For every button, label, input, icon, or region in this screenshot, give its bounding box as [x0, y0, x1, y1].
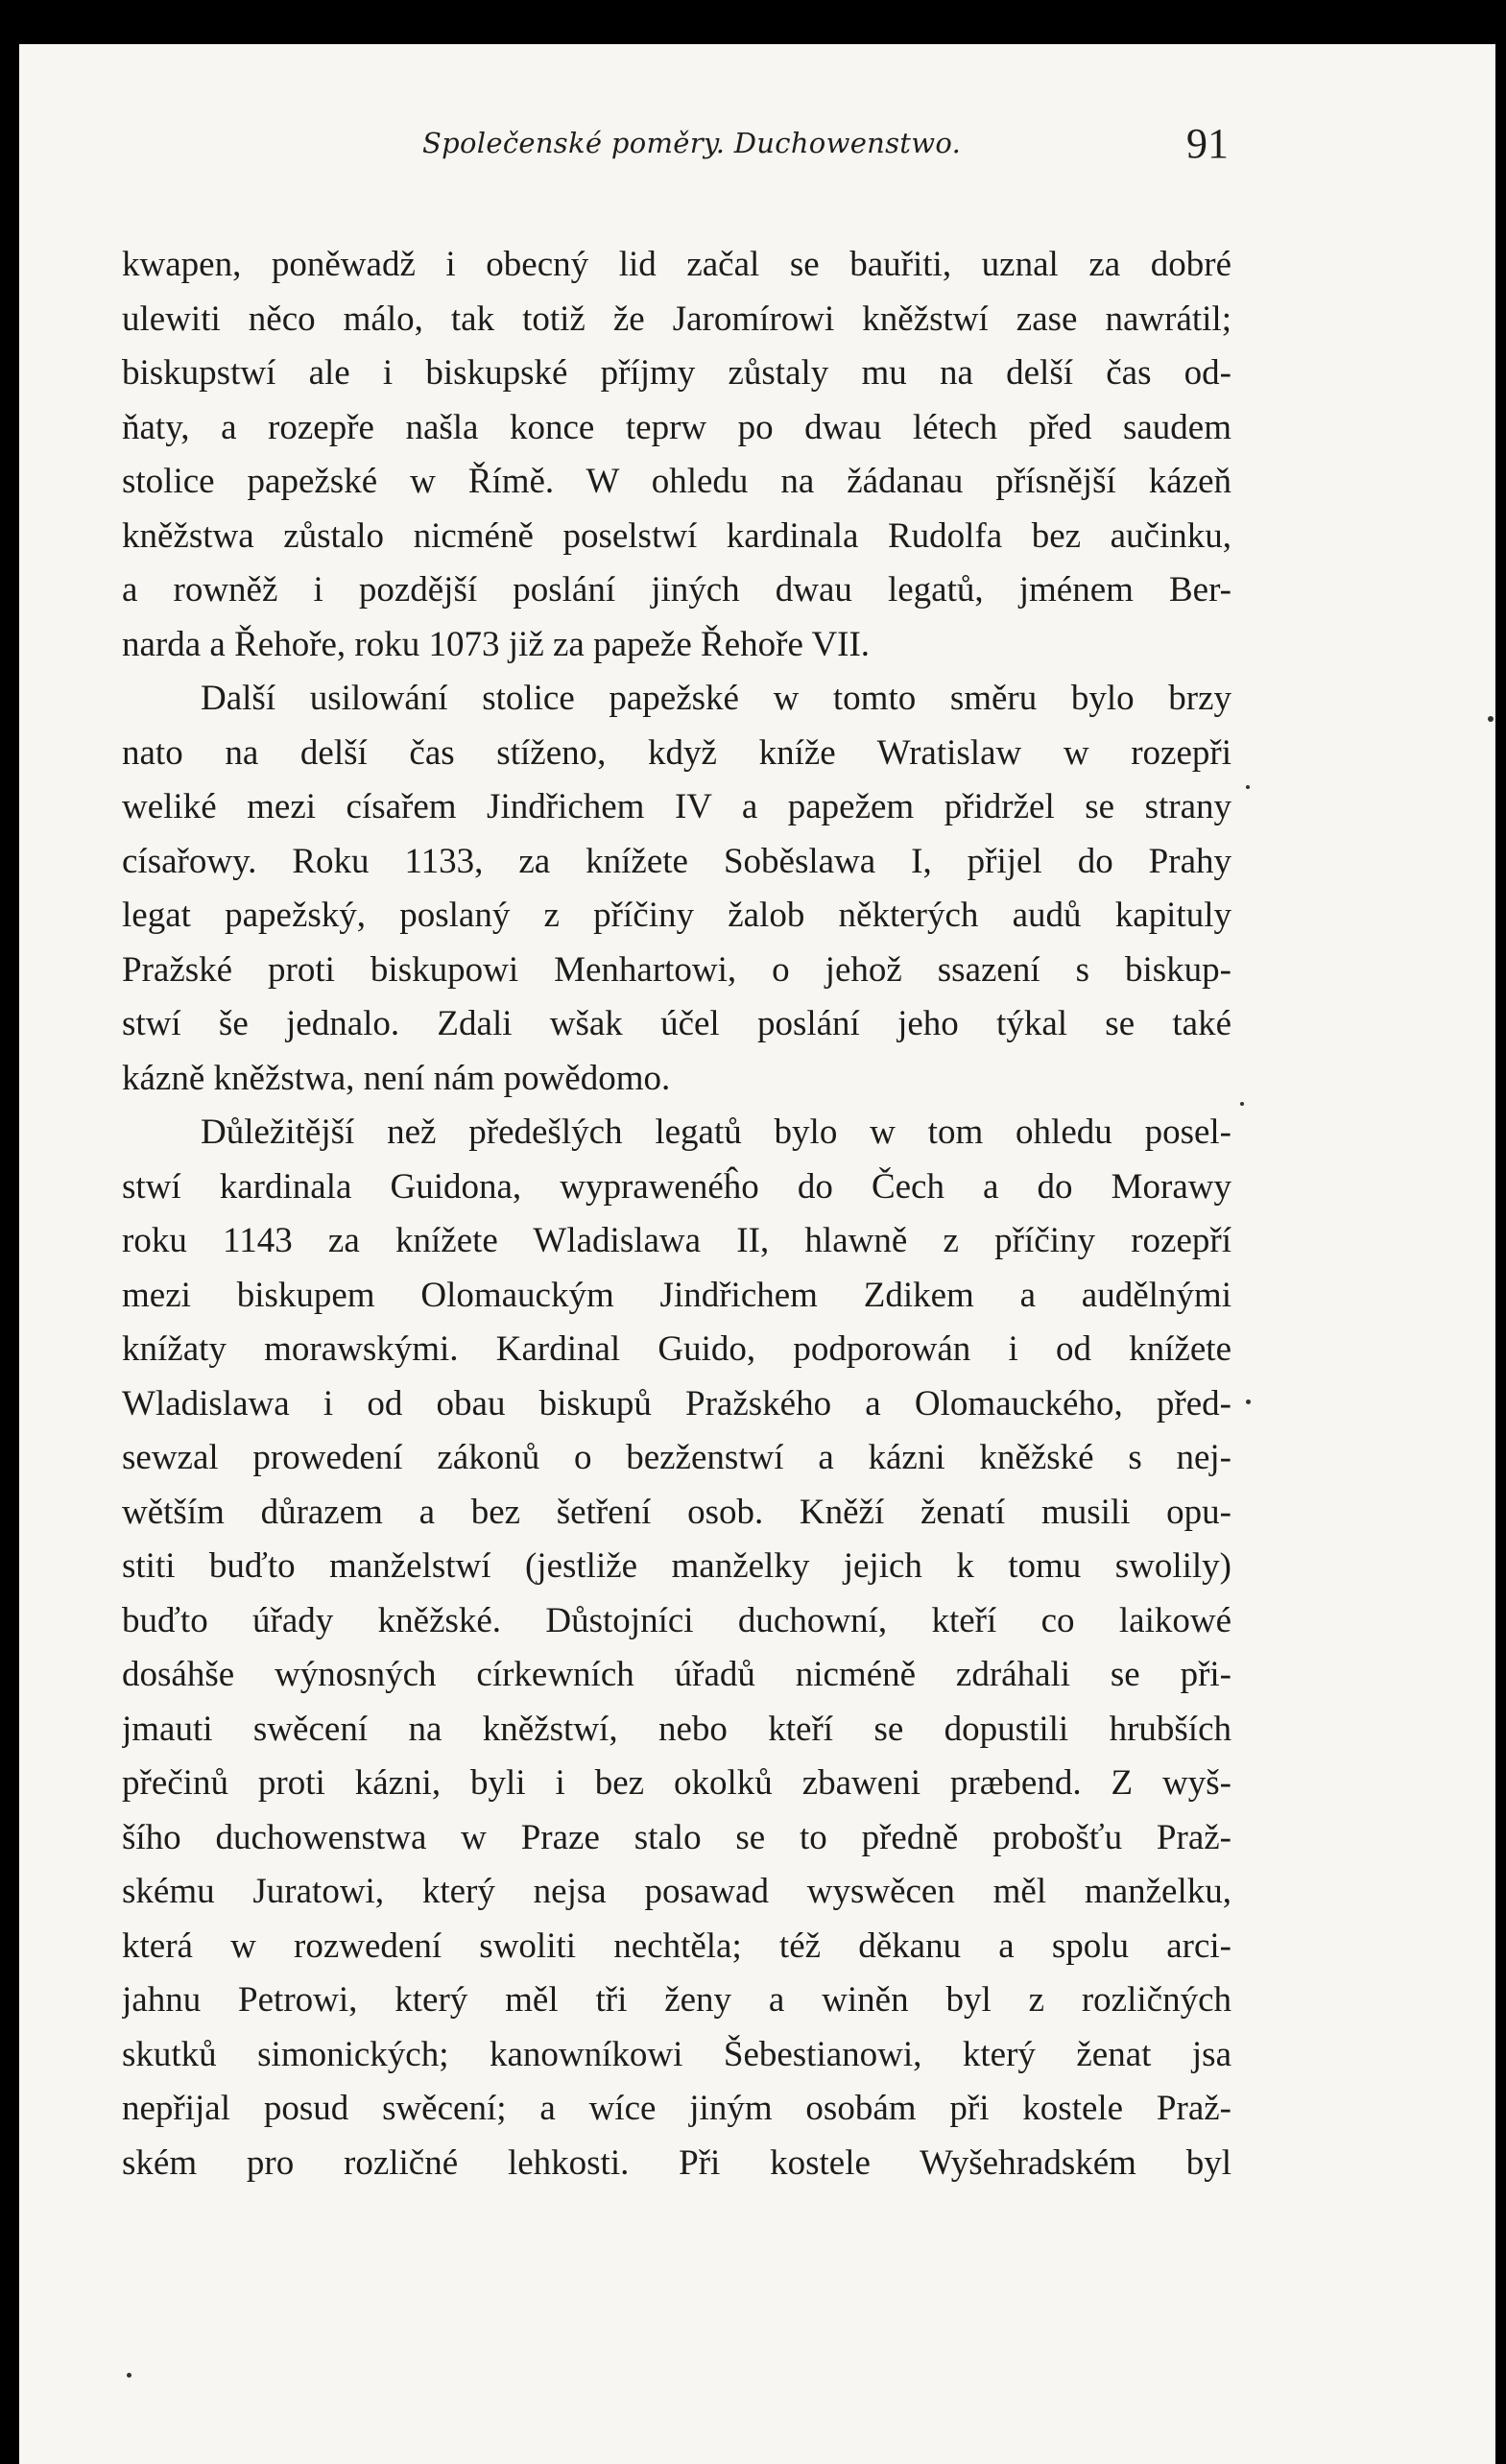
text-line: dosáhše wýnosných církewních úřadů nicméně zdráhali se při- — [122, 1655, 1231, 1694]
running-head — [0, 113, 1506, 180]
paragraph-start-line: Další usilowání stolice papežské w tomto směru bylo brzy — [201, 679, 1231, 718]
text-line: sewzal prowedení zákonů o bezženstwí a kázni kněžské s nej- — [122, 1438, 1231, 1477]
text-line: weliké mezi císařem Jindřichem IV a papežem přidržel se strany — [122, 787, 1231, 826]
text-line: Wladislawa i od obau biskupů Pražského a Olomauckého, před- — [122, 1383, 1231, 1423]
text-line: stwí še jednalo. Zdali wšak účel poslání jeho týkal se také — [122, 1004, 1231, 1043]
page-number: 91 — [1186, 120, 1229, 167]
text-line: ském pro rozličné lehkosti. Při kostele Wyšehradském byl — [122, 2142, 1231, 2183]
text-line: legat papežský, poslaný z příčiny žalob některých audů kapituly — [122, 896, 1231, 935]
text-line: knížaty morawskými. Kardinal Guido, podporowán i od knížete — [122, 1329, 1231, 1369]
text-line: buďto úřady kněžské. Důstojníci duchowní, kteří co laikowé — [122, 1600, 1231, 1640]
scan-speck — [1240, 1102, 1244, 1106]
body-text — [122, 238, 1231, 2190]
text-line: roku 1143 za knížete Wladislawa II, hlawně z příčiny rozepří — [122, 1221, 1231, 1260]
text-line: přečinů proti kázni, byli i bez okolků zbaweni præbend. Z wyš- — [122, 1763, 1231, 1803]
text-line: stiti buďto manželstwí (jestliže manželky jejich k tomu swolily) — [122, 1546, 1231, 1586]
text-line: narda a Řehoře, roku 1073 již za papeže Řehoře VII. — [122, 624, 871, 664]
text-line: císařowy. Roku 1133, za knížete Soběslawa I, přijel do Prahy — [122, 841, 1231, 881]
scan-speck — [1246, 1399, 1251, 1404]
text-line: ňaty, a rozepře našla konce teprw po dwau létech před saudem — [122, 407, 1231, 447]
text-line: nato na delší čas stíženo, když kníže Wratislaw w rozepři — [122, 732, 1231, 773]
scan-speck — [127, 2373, 131, 2378]
text-line: skému Juratowi, který nejsa posawad wyswěcen měl manželku, — [122, 1872, 1231, 1911]
text-line: biskupstwí ale i biskupské příjmy zůstaly mu na delší čas od- — [122, 353, 1231, 393]
scan-speck — [1488, 716, 1494, 722]
running-title: Společenské poměry. Duchowenstwo. — [422, 127, 962, 159]
paragraph-start-line: Důležitější než předešlých legatů bylo w tom ohledu posel- — [201, 1112, 1231, 1152]
text-line: ulewiti něco málo, tak totiž že Jaromírowi kněžstwí zase nawrátil; — [122, 299, 1231, 339]
text-line: jmauti swěcení na kněžstwí, nebo kteří se dopustili hrubších — [122, 1709, 1231, 1749]
text-line: kwapen, poněwadž i obecný lid začal se bauřiti, uznal za dobré — [122, 245, 1231, 284]
text-line: jahnu Petrowi, který měl tři ženy a winěn byl z rozličných — [122, 1980, 1231, 2020]
text-line: skutků simonických; kanowníkowi Šebestianowi, který ženat jsa — [122, 2034, 1231, 2074]
scan-speck — [1246, 785, 1250, 789]
text-line: wětším důrazem a bez šetření osob. Kněží ženatí musili opu- — [122, 1492, 1231, 1532]
text-line: kázně kněžstwa, není nám powědomo. — [122, 1058, 671, 1098]
text-line: stwí kardinala Guidona, wyprawenéĥo do Čech a do Morawy — [122, 1166, 1231, 1207]
text-line: kněžstwa zůstalo nicméně poselstwí kardinala Rudolfa bez aučinku, — [122, 515, 1231, 556]
text-line: Pražské proti biskupowi Menhartowi, o jehož ssazení s biskup- — [122, 949, 1231, 990]
text-line: a rowněž i pozdější poslání jiných dwau legatů, jménem Ber- — [122, 570, 1231, 610]
text-line: šího duchowenstwa w Praze stalo se to předně probošťu Praž- — [122, 1817, 1231, 1857]
text-line: nepřijal posud swěcení; a wíce jiným osobám při kostele Praž- — [122, 2089, 1231, 2128]
text-line: mezi biskupem Olomauckým Jindřichem Zdikem a audělnými — [122, 1275, 1231, 1315]
text-line: která w rozwedení swoliti nechtěla; též děkanu a spolu arci- — [122, 1926, 1231, 1966]
text-line: stolice papežské w Římě. W ohledu na žádanau přísnější kázeň — [122, 462, 1231, 501]
